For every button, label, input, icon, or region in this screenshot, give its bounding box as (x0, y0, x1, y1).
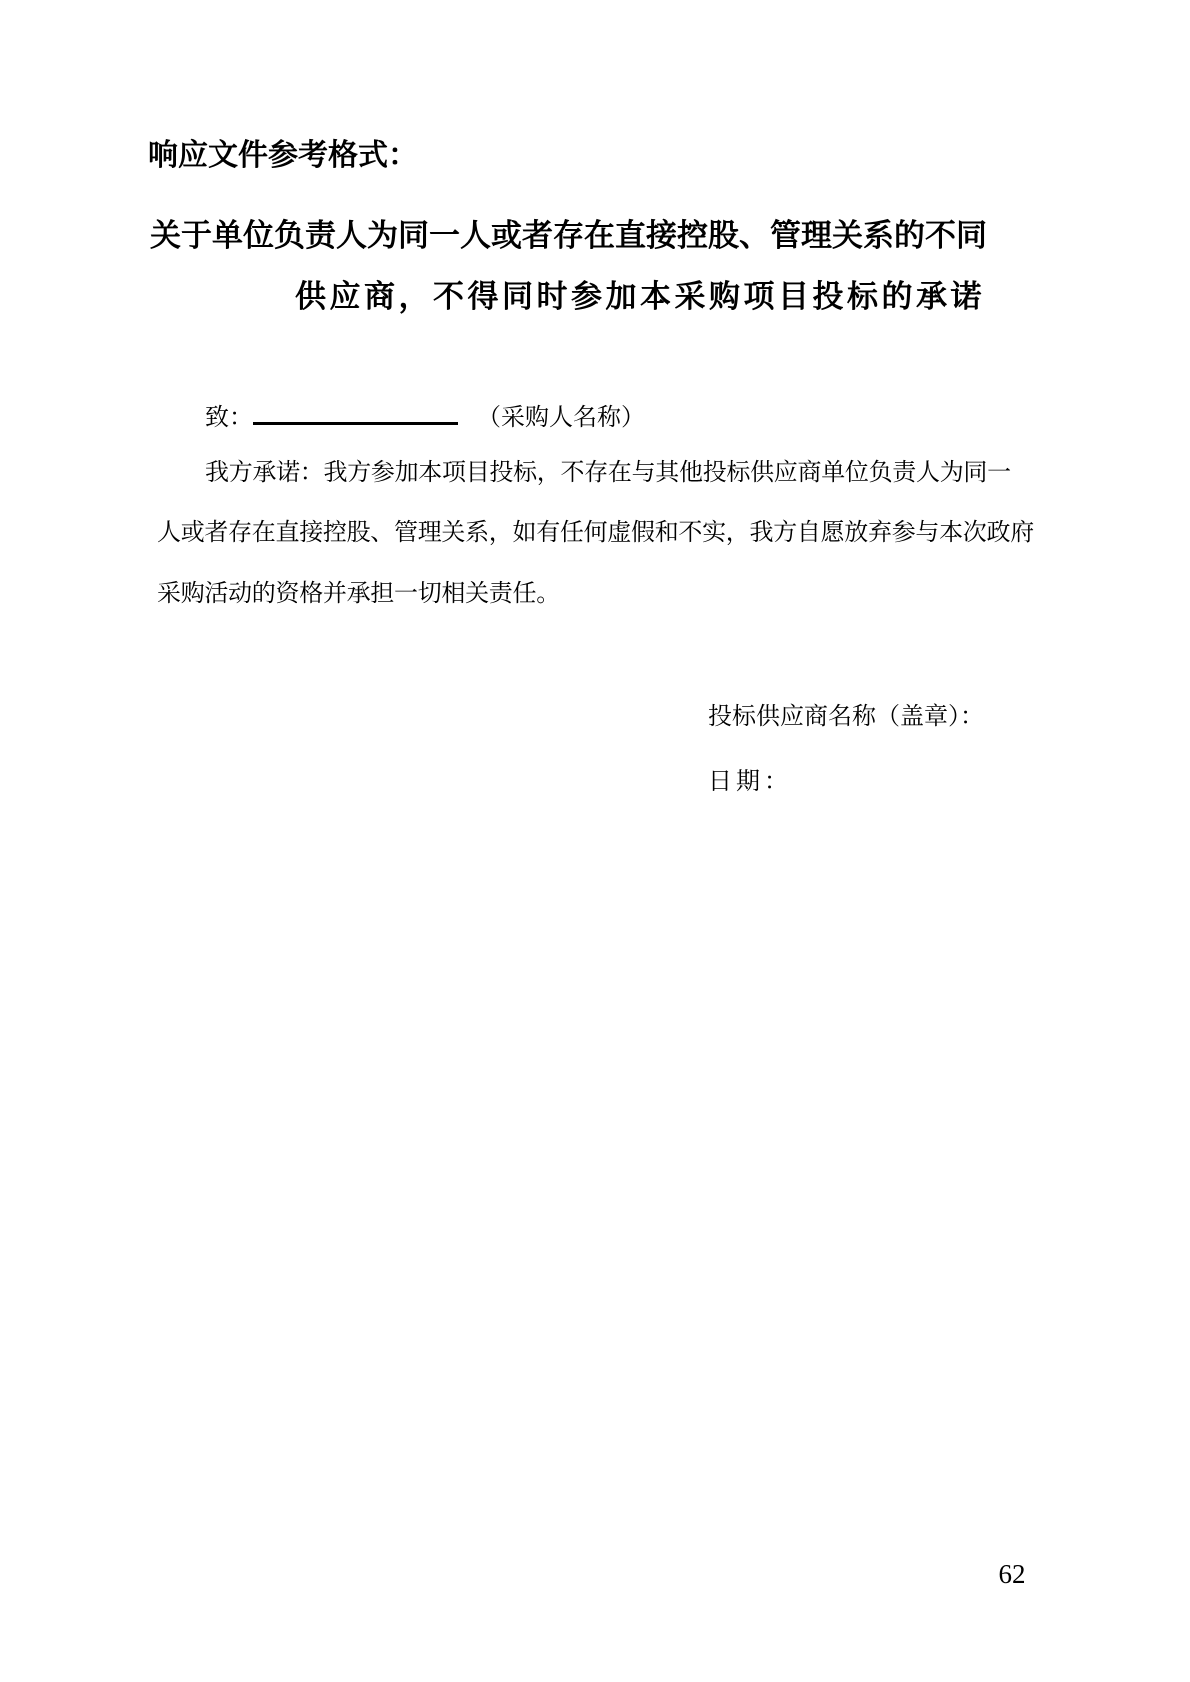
page-number: 62 (998, 1559, 1026, 1589)
date-label: 日期： (708, 768, 792, 795)
salutation-prefix: 致： (205, 404, 253, 431)
document-title-line-1: 关于单位负责人为同一人或者存在直接控股、管理关系的不同 (150, 218, 987, 253)
commitment-paragraph-line-2: 人或者存在直接控股、管理关系，如有任何虚假和不实，我方自愿放弃参与本次政府 (157, 519, 1034, 546)
purchaser-name-blank (253, 398, 458, 425)
commitment-paragraph-line-1: 我方承诺：我方参加本项目投标，不存在与其他投标供应商单位负责人为同一 (205, 459, 1011, 486)
document-title-line-2: 供应商，不得同时参加本采购项目投标的承诺 (295, 279, 985, 314)
salutation-line (205, 398, 645, 432)
supplier-name-seal-label: 投标供应商名称（盖章）： (708, 703, 984, 730)
commitment-paragraph-line-3: 采购活动的资格并承担一切相关责任。 (157, 580, 560, 607)
salutation-suffix: （采购人名称） (477, 404, 645, 431)
reference-format-label: 响应文件参考格式： (148, 139, 418, 172)
